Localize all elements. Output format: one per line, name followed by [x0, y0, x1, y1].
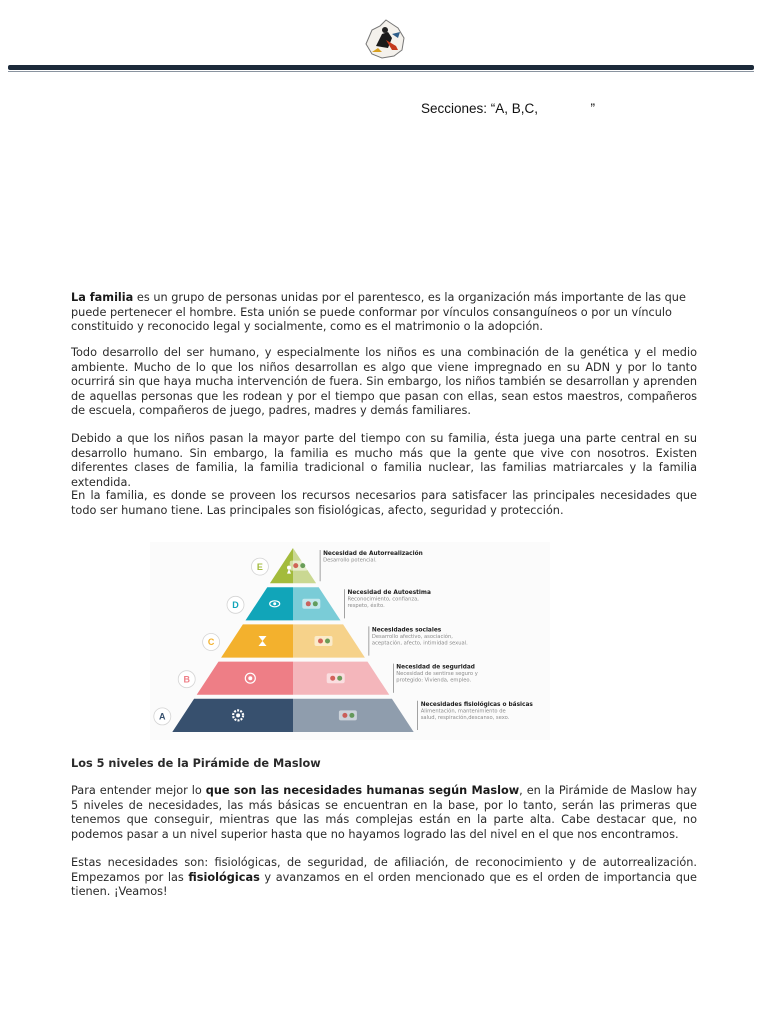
needs-paragraph	[71, 489, 697, 518]
level-description: salud, respiración,descanso, sexo.	[420, 714, 510, 721]
maslow-heading: Los 5 niveles de la Pirámide de Maslow	[71, 757, 321, 770]
level-description: respeto, éxito.	[347, 603, 385, 610]
level-letter: B	[183, 674, 190, 685]
level-description: Alimentación, mantenimiento de	[420, 708, 506, 715]
level-badge-e	[251, 558, 268, 575]
level-description: Necesidad de sentirse seguro y	[396, 671, 478, 678]
level-badge-a	[154, 708, 171, 725]
maslow-p1-text-a: Para entender mejor lo	[71, 784, 206, 797]
maslow-paragraph-1	[71, 784, 697, 842]
family-role-text: Debido a que los niños pasan la mayor parte del tiempo con su familia, ésta juega una parte central en su desarrollo humano. Sin embargo, la familia es mucho más que la gente que vive con nosotros. Existen diferentes clases de familia, la familia tradicional o familia nuclear, las familias matriarcales y la familia extendida.	[71, 432, 697, 489]
sections-label: Secciones: “A, B,C, ”	[421, 101, 596, 116]
maslow-p1-bold: que son las necesidades humanas según Maslow	[205, 784, 520, 797]
level-description: Desarrollo afectivo, asociación,	[371, 633, 453, 640]
level-title: Necesidad de Autoestima	[347, 590, 431, 597]
school-logo	[356, 10, 412, 66]
level-description: Desarrollo potencial.	[323, 557, 377, 564]
level-illustration	[302, 599, 320, 609]
level-illustration	[327, 673, 345, 683]
level-badge-d	[227, 596, 244, 613]
maslow-p2-text-a: Estas necesidades son: fisiológicas, de seguridad, de afiliación, de reconocimiento y de autorrealización. Empezamos por las	[71, 856, 697, 884]
level-title: Necesidades sociales	[371, 627, 442, 634]
pyramid-band-left	[172, 699, 293, 732]
intro-bold: La familia	[71, 291, 134, 304]
development-paragraph	[71, 346, 697, 419]
level-title: Necesidad de seguridad	[396, 664, 475, 671]
pyramid-level-d	[227, 587, 431, 620]
level-title: Necesidades fisiológicas o básicas	[420, 701, 533, 708]
maslow-p2-bold: fisiológicas	[188, 870, 260, 884]
intro-paragraph	[71, 291, 697, 335]
level-letter: E	[256, 561, 263, 572]
level-description: protegido: Vivienda, empleo.	[396, 677, 472, 684]
level-illustration	[339, 710, 357, 720]
maslow-paragraph-2	[71, 856, 697, 900]
family-role-paragraph	[71, 432, 697, 490]
maslow-p1-text-b: , en la Pirámide de Maslow hay 5 niveles de necesidades, las más básicas se encuentran en la base, por lo tanto, serán las primeras que tenemos que conseguir, mientras que las más complejas están en la parte alta. Cabe destacar que, no podemos pasar a un nivel superior hasta que no hayamos logrado las del nivel en el que nos encontramos.	[71, 784, 697, 841]
level-title: Necesidad de Autorrealización	[323, 551, 423, 557]
level-badge-b	[178, 671, 195, 688]
pyramid-level-e	[251, 548, 422, 583]
level-letter: C	[207, 637, 215, 648]
header-rule-thin	[8, 71, 754, 72]
development-text: Todo desarrollo del ser humano, y especialmente los niños es una combinación de la genética y el medio ambiente. Mucho de lo que los niños desarrollan es algo que viene impregnado en su ADN y por lo tanto ocurrirá sin que haya mucha intervención de fuera. Sin embargo, los niños también se desarrollan y aprenden de aquellas personas que les rodean y por el tiempo que pasan con ellas, sean estos maestros, compañeros de escuela, compañeros de juego, padres, madres y demás familiares.	[71, 346, 697, 417]
pyramid-band-left	[270, 548, 293, 583]
pyramid-level-b	[178, 662, 478, 695]
level-illustration	[290, 561, 308, 571]
pyramid-band-left	[221, 624, 293, 657]
level-letter: D	[232, 600, 239, 610]
maslow-pyramid-figure	[150, 542, 550, 740]
pyramid-level-c	[203, 624, 469, 657]
level-badge-c	[203, 634, 220, 651]
level-description: aceptación, afecto, intimidad sexual.	[371, 640, 468, 647]
level-letter: A	[159, 711, 166, 722]
level-description: Reconocimiento, confianza,	[347, 596, 419, 603]
header-rule	[8, 65, 754, 70]
level-illustration	[315, 636, 333, 646]
needs-text: En la familia, es donde se proveen los recursos necesarios para satisfacer las principales necesidades que todo ser humano tiene. Las principales son fisiológicas, afecto, seguridad y protección.	[71, 489, 697, 517]
intro-text: es un grupo de personas unidas por el parentesco, es la organización más importante de las que puede pertenecer el hombre. Esta unión se puede conformar por vínculos consanguíneos o por un vínculo constituido y reconocido legal y socialmente, como es el matrimonio o la adopción.	[71, 291, 686, 333]
maslow-p2-text-b: y avanzamos en el orden mencionado que es el orden de importancia que tienen. ¡Veamos!	[71, 870, 697, 898]
pyramid-level-a	[154, 699, 534, 732]
